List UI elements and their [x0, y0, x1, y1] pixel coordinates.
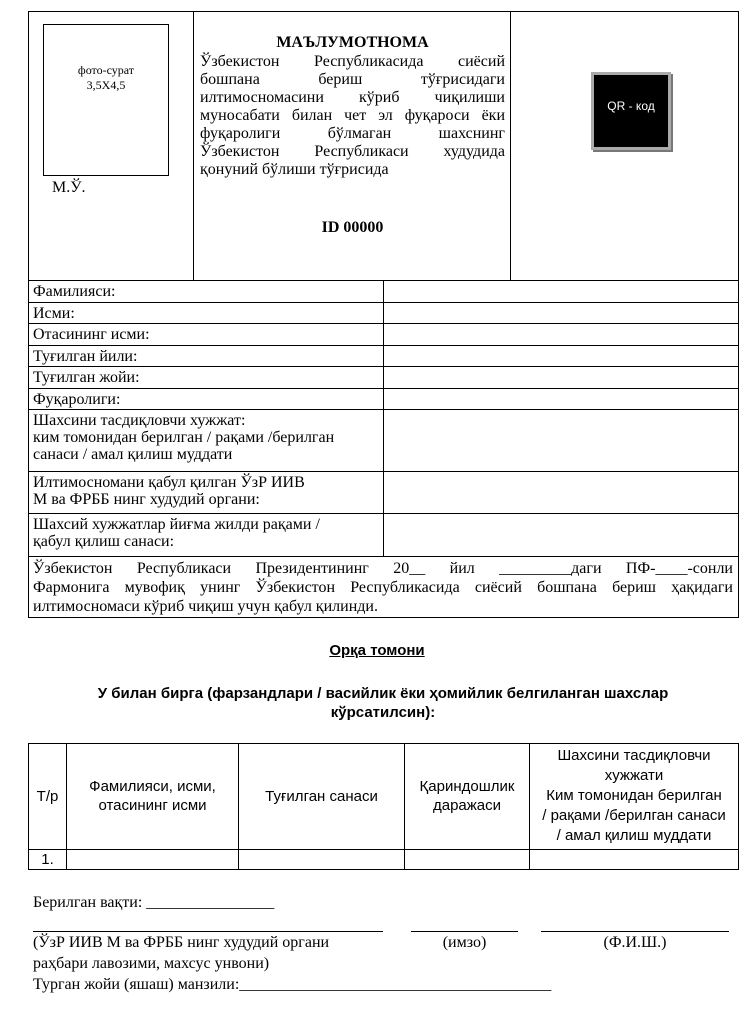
field-row-divider [28, 409, 739, 410]
field-label-identity-document: Шахсини тасдиқловчи хужжат: ким томонидан берилган / рақами /берилган санаси / амал қилиш муддати [33, 412, 335, 463]
back-side-title-text: Орқа томони [329, 642, 425, 659]
subtitle-line: У билан бирга (фарзандлари / васийлик ёки ҳомийлик белгиланган шахслар [97, 685, 669, 702]
description-line: илтимосномасини кўриб чиқилиши [200, 89, 505, 106]
table-header-birth-date: Туғилган санаси [265, 788, 378, 805]
header-divider-2 [510, 11, 511, 280]
fields-column-divider [383, 280, 384, 556]
field-label-file-number: Шахсий хужжатлар йиғма жилди рақами / қабул қилиш санаси: [33, 516, 320, 550]
stamp-label: М.Ў. [52, 179, 86, 196]
field-row-divider [28, 513, 739, 514]
field-label-citizenship: Фуқаролиги: [33, 391, 121, 408]
address-label: Турган жойи (яшаш) манзили:_______________________________________ [33, 976, 552, 993]
field-row-divider [28, 366, 739, 367]
table-top-border [28, 743, 739, 744]
field-row-divider [28, 323, 739, 324]
description-line: Ўзбекистон Республикаси худудида [200, 143, 505, 160]
official-signature-line [33, 931, 383, 932]
decision-text [33, 559, 733, 616]
decision-line: Фармонига мувофиқ унинг Ўзбекистон Республикасида сиёсий бошпана бериш ҳақидаги [33, 579, 733, 596]
issued-time-label: Берилган вақти: ________________ [33, 894, 275, 911]
back-side-title [0, 642, 754, 659]
table-cell-row-number: 1. [41, 851, 54, 868]
description-line: муносабати билан чет эл фуқароси ёки [200, 107, 505, 124]
table-header-number: Т/р [36, 788, 59, 805]
table-header-bottom [28, 849, 739, 850]
description-line: қонуний бўлиши тўғрисида [200, 161, 389, 178]
document-description [200, 53, 505, 179]
description-line: фуқаролиги бўлмаган шахснинг [200, 125, 505, 142]
field-row-divider [28, 556, 739, 557]
field-label-patronymic: Отасининг исми: [33, 326, 150, 343]
document-id: ID 00000 [321, 219, 384, 236]
left-border [28, 11, 29, 618]
table-col-divider [238, 743, 239, 870]
decision-line: илтимосномаси кўриб чиқиш учун қабул қилинди. [33, 598, 378, 615]
back-side-subtitle [30, 684, 736, 722]
top-border [28, 11, 739, 12]
table-header-full-name: Фамилияси, исми, отасининг исми [89, 778, 216, 814]
field-row-divider [28, 345, 739, 346]
field-label-surname: Фамилияси: [33, 283, 116, 300]
field-label-name: Исми: [33, 305, 75, 322]
field-row-divider [28, 388, 739, 389]
signature-line [411, 931, 518, 932]
qr-code-placeholder [591, 72, 671, 150]
table-header-relationship: Қариндошлик даражаси [419, 778, 515, 814]
name-line [541, 931, 729, 932]
field-row-divider [28, 471, 739, 472]
official-position-label-line1: (ЎзР ИИВ М ва ФРББ нинг худудий органи [33, 934, 330, 951]
signature-label: (имзо) [442, 934, 487, 951]
field-row-divider [28, 302, 739, 303]
full-name-label: (Ф.И.Ш.) [603, 934, 667, 951]
official-position-label-line2: раҳбари лавозими, махсус унвони) [33, 955, 270, 972]
description-line: Ўзбекистон Республикасида сиёсий [200, 53, 505, 70]
header-divider-1 [193, 11, 194, 280]
description-line: бошпана бериш тўғрисидаги [200, 71, 505, 88]
subtitle-line: кўрсатилсин): [330, 704, 436, 721]
field-label-receiving-authority: Илтимосномани қабул қилган ЎзР ИИВ М ва ФРББ нинг худудий органи: [33, 474, 305, 508]
photo-label: фото-сурат 3,5X4,5 [77, 63, 135, 92]
top-section-bottom-border [28, 617, 739, 618]
qr-label: QR - код [607, 99, 655, 113]
document-title: МАЪЛУМОТНОМА [276, 34, 429, 51]
decision-line: Ўзбекистон Республикаси Президентининг 20__ йил _________даги ПФ-____-сонли [33, 560, 733, 577]
field-label-birth-year: Туғилган йили: [33, 348, 138, 365]
photo-placeholder [43, 24, 169, 176]
table-bottom-border [28, 869, 739, 870]
right-border [738, 11, 739, 618]
table-header-identity-document: Шахсини тасдиқловчи хужжати Ким томонидан берилган / рақами /берилган санаси / амал қилиш муддати [542, 747, 726, 844]
field-label-birth-place: Туғилган жойи: [33, 369, 140, 386]
table-col-divider [738, 743, 739, 870]
